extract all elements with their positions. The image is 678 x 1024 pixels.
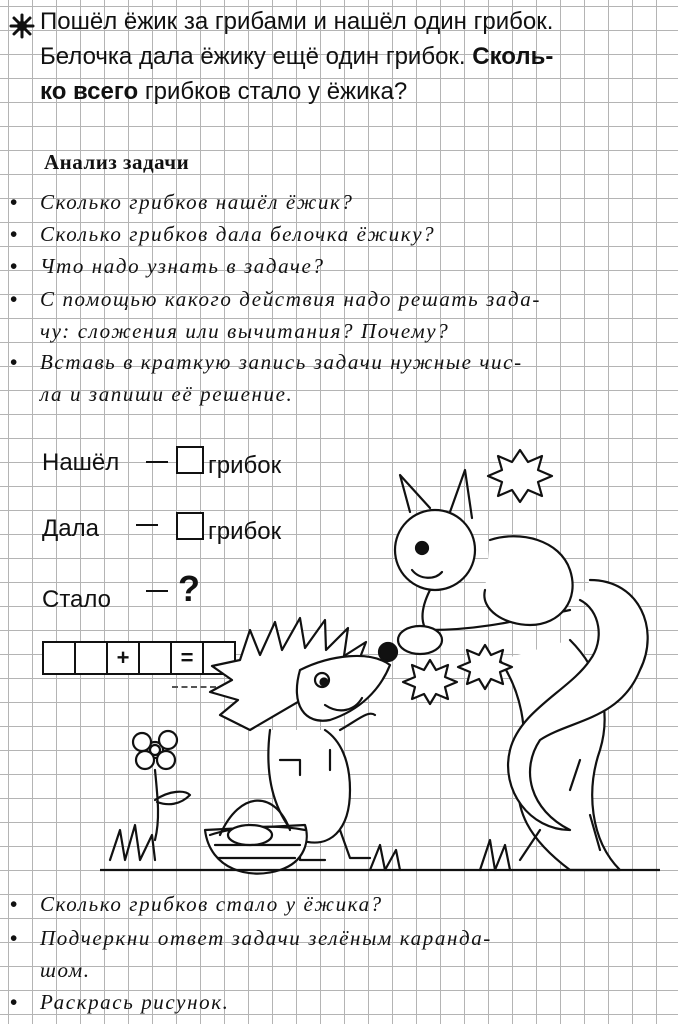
task-text [40, 4, 672, 109]
final-question-2: • Подчеркни ответ задачи зелёным каранда- шом. [10, 922, 670, 986]
analysis-question-1: • Сколько грибков нашёл ёжик? [10, 186, 670, 218]
total-label: Стало [42, 586, 112, 613]
total-question-mark: ? [178, 568, 200, 609]
plus-sign: + [106, 641, 140, 675]
equals-sign: = [170, 641, 204, 675]
bullet: • [10, 222, 19, 246]
task-line-2: Белочка дала ёжику ещё один грибок. [40, 43, 466, 70]
bullet: • [10, 190, 19, 214]
gave-label: Дала [42, 515, 99, 542]
task-line-3: грибков стало у ёжика? [144, 78, 408, 105]
bullet: • [10, 990, 19, 1014]
found-label: Нашёл [42, 449, 120, 476]
bullet: • [10, 254, 19, 278]
final-question-3: • Раскрась рисунок. [10, 986, 670, 1018]
bullet: • [10, 350, 19, 374]
task-line-3-bold: ко всего [40, 78, 139, 105]
task-line-1: Пошёл ёжик за грибами и нашёл один грибок. [40, 8, 554, 35]
asterisk-star-icon [8, 12, 36, 40]
bullet: • [10, 892, 19, 916]
analysis-question-5: • Вставь в краткую запись задачи нужные чис- ла и запиши её решение. [10, 346, 670, 410]
bullet: • [10, 926, 19, 950]
analysis-heading: Анализ задачи [44, 150, 190, 174]
analysis-question-3: • Что надо узнать в задаче? [10, 250, 670, 282]
final-question-1: • Сколько грибков стало у ёжика? [10, 888, 670, 920]
task-line-2-bold: Сколь- [472, 43, 554, 70]
solution-cell[interactable] [42, 641, 76, 675]
analysis-question-4: • С помощью какого действия надо решать зада- чу: сложения или вычитания? Почему? [10, 283, 670, 347]
gave-unit: грибок [208, 518, 282, 545]
analysis-question-2: • Сколько грибков дала белочка ёжику? [10, 218, 670, 250]
bullet: • [10, 287, 19, 311]
hedgehog-squirrel-illustration [100, 430, 660, 890]
found-unit: грибок [208, 452, 282, 479]
